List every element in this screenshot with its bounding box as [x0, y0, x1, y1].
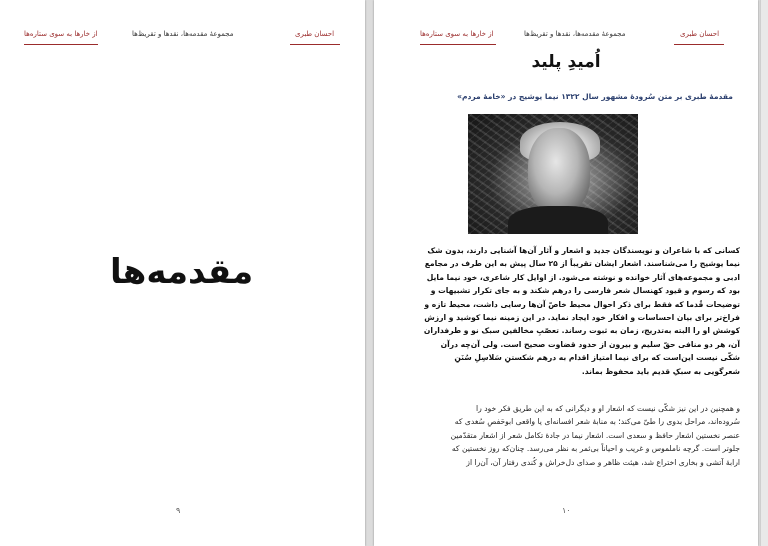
header-rule [674, 44, 724, 45]
text-line: کسانی که با شاعران و نویسندگان جدید و اشعار و آثار آن‌ها آشنایی دارند، بدون شک [427, 246, 740, 255]
text-line: کوشش او را البته به‌تدریج، زمان به ثبوت رساند. تعصّبِ مخالفین سبک نو و طرفداران [423, 326, 740, 336]
text-line: نیما یوشیج را می‌شناسند. اشعار ایشان تقریباً از ۲۵ سال پیش به این طرف در مجامع [424, 259, 740, 269]
text-line: آن، هر دو منافی حقّ سلیم و بیرون از حدود قضاوت صحیح است. ولی آن‌چه درآن [440, 339, 740, 349]
collection-header: مجموعهٔ مقدمه‌ها، نقدها و تقریظ‌ها [524, 30, 626, 38]
book-title-header: از خارها به سوی ستاره‌ها [24, 30, 98, 38]
text-line: شعرگویی به سبکِ قدیم باید محفوظ بماند. [581, 366, 740, 376]
page-number: ۱۰ [562, 506, 571, 515]
text-line: ارابهٔ آتشی و بخاری اختراع شد، هیئت ظاهر و صدای دل‌خراش و کُندی رفتار آن، آن‌را از [466, 457, 740, 467]
shirt [508, 206, 608, 234]
text-line: جلوتر است. گرچه ناملموس و غریب و احیاناً بی‌ثمر به نظر می‌رسد. چنان‌که روز نخستین که [451, 444, 740, 454]
chapter-title: اُمیدِ پلید [531, 52, 601, 72]
chapter-subtitle: مقدمهٔ طبری بر متن سُرودهٔ مشهور سال ۱۳۲۲ نیما یوشیج در «خامهٔ مردم» [457, 92, 733, 101]
header-rule [24, 44, 98, 45]
header-rule [420, 44, 496, 45]
portrait-photo [468, 114, 638, 234]
page-number: ۹ [176, 506, 181, 515]
text-line: توضیحات قُدما که فقط برای ذکر احوال محیط خاصّ آن‌ها رسایی داشت، محیط تازه و [424, 299, 740, 309]
vertical-scrollbar[interactable] [760, 0, 768, 546]
text-line: فراخ‌تر برای بیان احساسات و افکار خود ایجاد نماید. در این زمینه نیما کوشید و ارزش [424, 313, 740, 323]
text-line: بود که رسوم و قیود کهنسال شعر فارسی را درهم شکند و به جای تکرار تشبیهات و [430, 286, 740, 296]
text-line: و همچنین در این نیز شکّی نیست که اشعار او و دیگرانی که به این طریق فکر خود را [476, 404, 740, 413]
header-rule [290, 44, 340, 45]
text-line: ادبی و مجموعه‌های آثار خوانده و نوشته می‌شود. از اوایل کار شاعری، خود نیما مایل [426, 272, 740, 282]
section-title: مقدمه‌ها [110, 252, 254, 292]
author-header: احسان طبری [680, 30, 720, 38]
author-header: احسان طبری [295, 30, 335, 38]
body-paragraph [402, 402, 740, 469]
face [528, 128, 590, 212]
text-line: عنصر نخستین اشعار حافظ و سعدی است. اشعار نیما در جادهٔ تکامل شعر از اشعار متقدّمین [450, 430, 740, 440]
text-line: سُروده‌اند، مراحل بدوی را طیّ می‌کند؛ به منابهٔ شعر افسانه‌ای یا واقعی ابوحَفصِ سُغدی که [454, 417, 740, 427]
left-page [0, 0, 365, 546]
collection-header: مجموعهٔ مقدمه‌ها، نقدها و تقریظ‌ها [132, 30, 234, 38]
text-line: شکّی نیست این‌است که برای نیما امتیاز اقدام به درهم شکستنِ سَلاسِلِ سُنَنِ [454, 353, 740, 363]
book-title-header: از خارها به سوی ستاره‌ها [420, 30, 494, 38]
intro-paragraph [402, 244, 740, 378]
